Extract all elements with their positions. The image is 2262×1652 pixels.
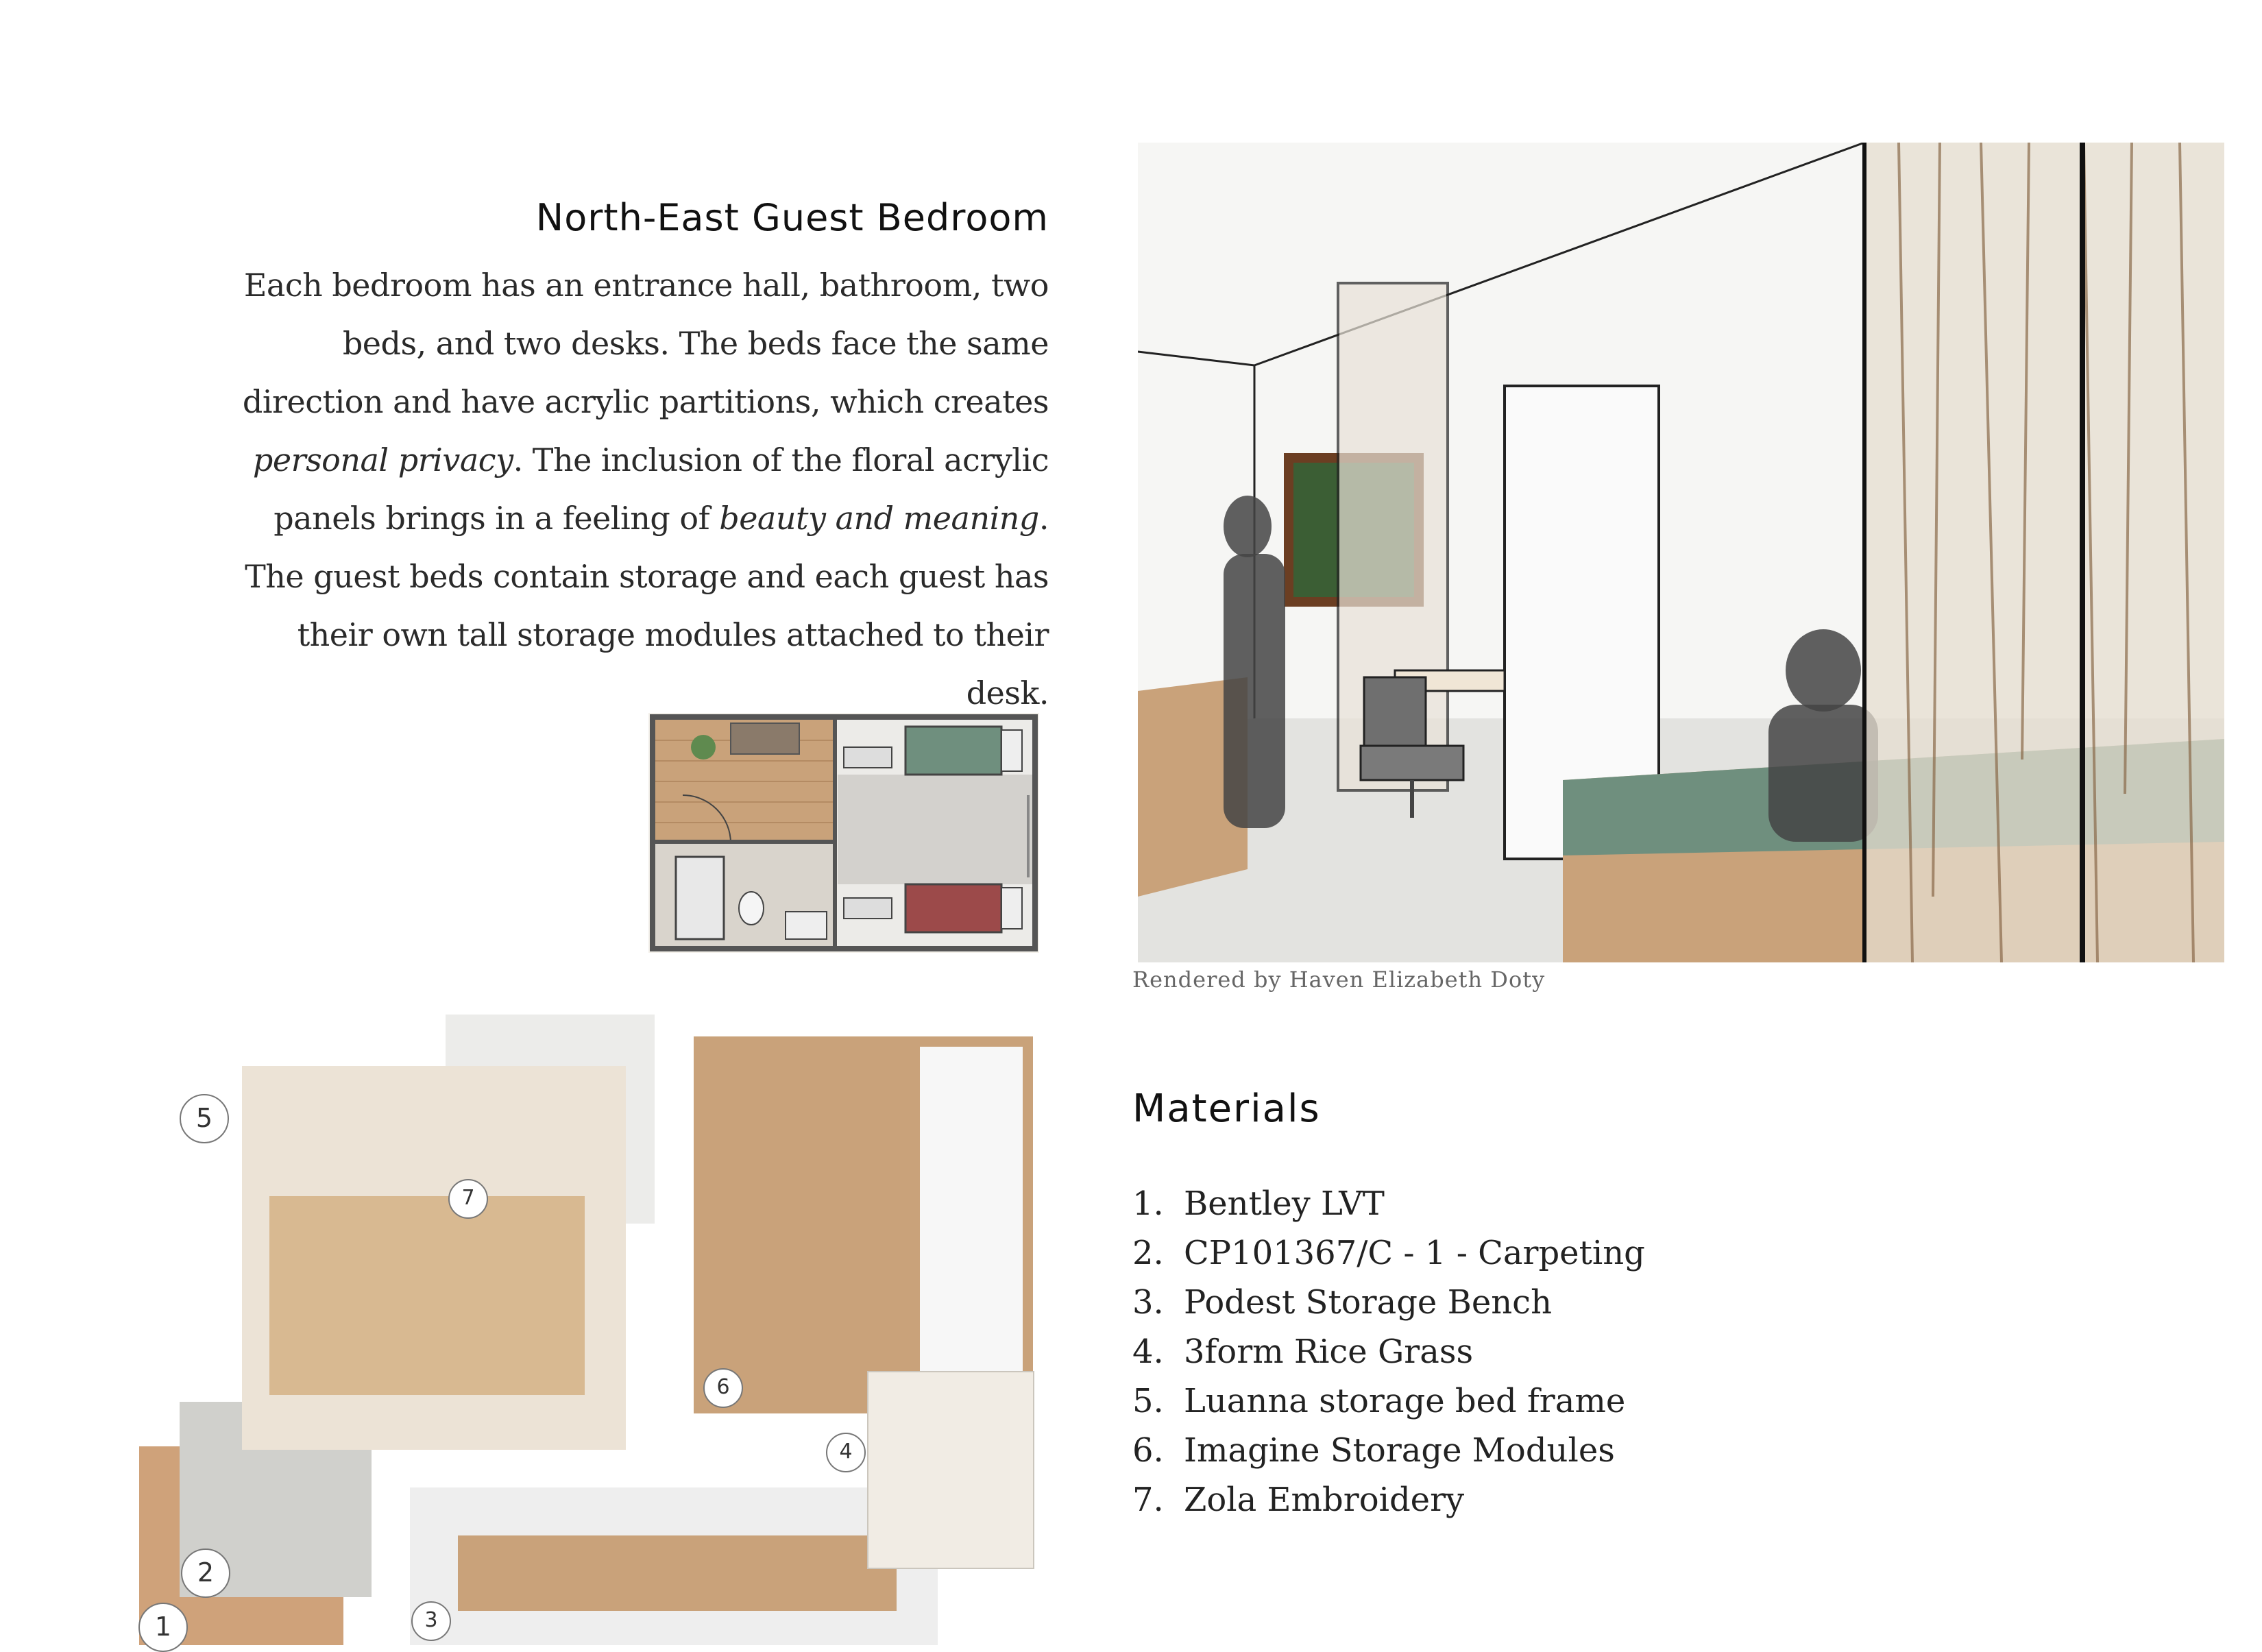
photo-storage-modules <box>694 1036 1033 1413</box>
storage-module-shape <box>920 1047 1023 1403</box>
materials-item-label: Imagine Storage Modules <box>1184 1431 1615 1470</box>
swatch-badge-1: 1 <box>138 1603 188 1652</box>
description-text-2: . The inclusion of the floral acrylic panels brings in a feeling of <box>273 441 1049 537</box>
rendering-drawing <box>1138 143 2224 962</box>
swatch-badge-5: 5 <box>180 1094 229 1143</box>
materials-item <box>1132 1179 1749 1228</box>
materials-item <box>1132 1376 1749 1426</box>
swatch-badge-2: 2 <box>181 1548 230 1598</box>
materials-item-number: 3. <box>1132 1283 1164 1322</box>
materials-item-number: 4. <box>1132 1333 1164 1371</box>
room-rendering <box>1138 143 2224 962</box>
materials-item <box>1132 1278 1749 1327</box>
materials-item-label: Zola Embroidery <box>1184 1481 1465 1519</box>
bed-frame-shape <box>269 1196 585 1395</box>
page-title: North-East Guest Bedroom <box>535 196 1049 239</box>
materials-item-label: Bentley LVT <box>1184 1185 1385 1223</box>
materials-item <box>1132 1228 1749 1278</box>
materials-item <box>1132 1475 1749 1525</box>
description-text-3: . The guest beds contain storage and each guest has their own tall storage modules attached to their desk. <box>245 500 1049 712</box>
materials-item-number: 1. <box>1132 1185 1164 1223</box>
description-paragraph <box>206 256 1049 722</box>
photo-rice-grass-panel <box>867 1371 1034 1569</box>
bench-shape <box>458 1535 897 1611</box>
materials-item-label: Luanna storage bed frame <box>1184 1382 1626 1420</box>
swatch-badge-3: 3 <box>411 1601 451 1641</box>
materials-item-number: 7. <box>1132 1481 1164 1519</box>
materials-item-label: 3form Rice Grass <box>1184 1333 1474 1371</box>
description-emphasis-1: personal privacy <box>252 441 513 478</box>
floor-plan <box>648 713 1039 953</box>
materials-item-number: 6. <box>1132 1431 1164 1470</box>
photo-bench <box>410 1487 938 1645</box>
swatch-badge-4: 4 <box>826 1433 866 1472</box>
render-caption: Rendered by Haven Elizabeth Doty <box>1132 967 1546 993</box>
materials-item <box>1132 1327 1749 1376</box>
materials-heading: Materials <box>1132 1086 1321 1131</box>
swatch-badge-6: 6 <box>703 1368 743 1408</box>
photo-bed-frame <box>242 1066 626 1450</box>
materials-item-number: 2. <box>1132 1234 1164 1272</box>
floor-plan-drawing <box>648 713 1039 953</box>
description-text-1: Each bedroom has an entrance hall, bathroom, two beds, and two desks. The beds face the same direction and have acrylic partitions, which creates <box>242 267 1049 420</box>
materials-item-label: Podest Storage Bench <box>1184 1283 1552 1322</box>
swatch-badge-7: 7 <box>448 1179 488 1219</box>
materials-item-label: CP101367/C - 1 - Carpeting <box>1184 1234 1645 1272</box>
description-emphasis-2: beauty and meaning <box>719 500 1039 537</box>
materials-item-number: 5. <box>1132 1382 1164 1420</box>
materials-list <box>1132 1179 1749 1525</box>
materials-item <box>1132 1426 1749 1475</box>
